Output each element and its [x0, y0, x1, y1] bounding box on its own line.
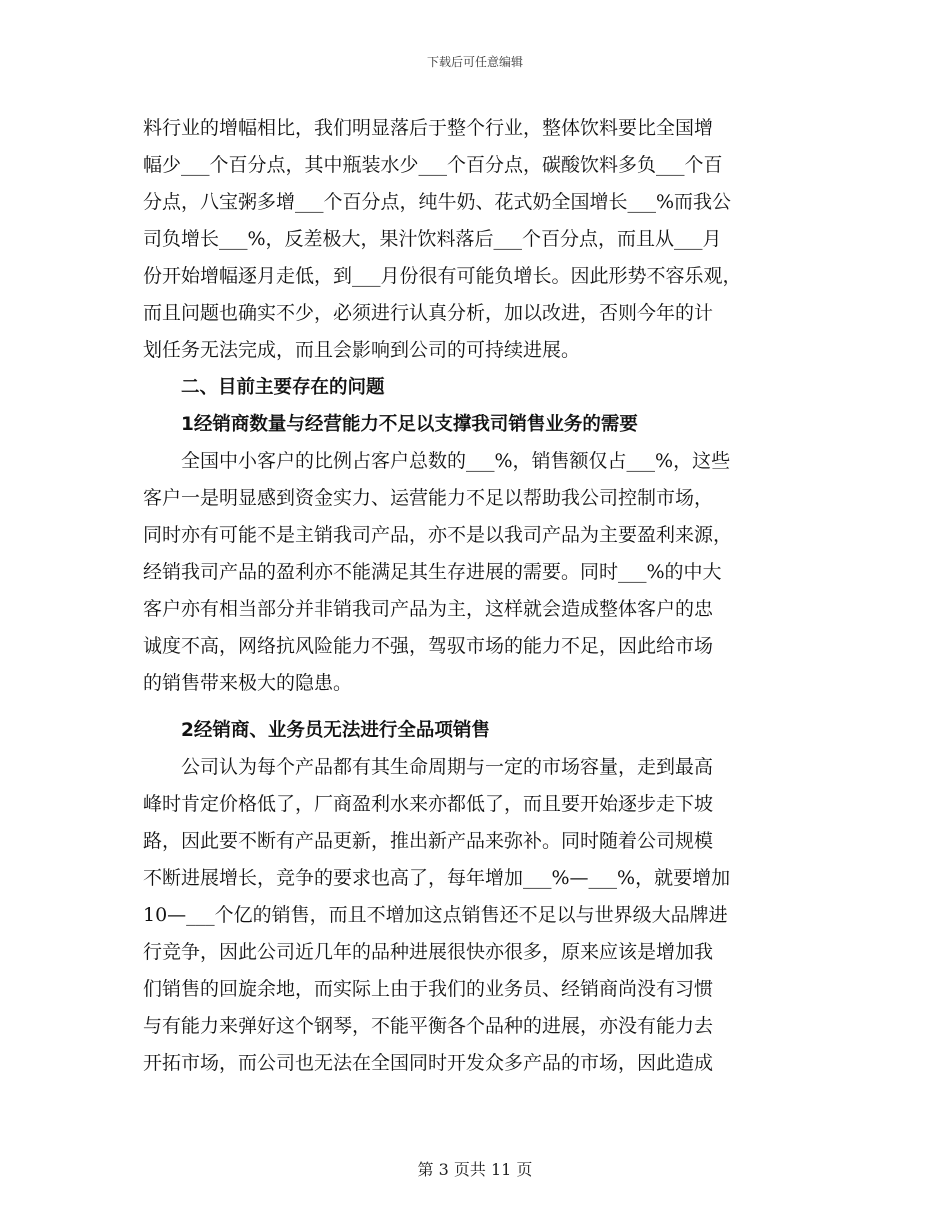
text-line: 司负增长___%，反差极大，果汁饮料落后___个百分点，而且从___月 — [143, 228, 722, 250]
text-line: 经销我司产品的盈利亦不能满足其生存进展的需要。同时___%的中大 — [143, 561, 722, 583]
paragraph-2 — [143, 443, 813, 702]
paragraph-3 — [143, 749, 813, 1082]
paragraph-1 — [143, 110, 813, 369]
document-body — [143, 110, 813, 1082]
text-line: 路，因此要不断有产品更新，推出新产品来弥补。同时随着公司规模 — [143, 830, 714, 852]
text-line: 划任务无法完成，而且会影响到公司的可持续进展。 — [143, 339, 581, 361]
text-line: 10—___个亿的销售，而且不增加这点销售还不足以与世界级大品牌进 — [143, 904, 728, 926]
text-line: 开拓市场，而公司也无法在全国同时开发众多产品的市场，因此造成 — [143, 1052, 714, 1074]
text-line: 同时亦有可能不是主销我司产品，亦不是以我司产品为主要盈利来源， — [143, 524, 733, 546]
text-line: 行竞争，因此公司近几年的品种进展很快亦很多，原来应该是增加我 — [143, 941, 714, 963]
page-header: 下载后可任意编辑 — [426, 55, 523, 69]
text-line: 客户一是明显感到资金实力、运营能力不足以帮助我公司控制市场， — [143, 487, 714, 509]
text-line: 分点，八宝粥多增___个百分点，纯牛奶、花式奶全国增长___%而我公 — [143, 191, 732, 213]
text-line: 份开始增幅逐月走低，到___月份很有可能负增长。因此形势不容乐观， — [143, 265, 742, 287]
text-line: 不断进展增长，竞争的要求也高了，每年增加___%—___%，就要增加 — [143, 867, 731, 889]
text-line: 们销售的回旋余地，而实际上由于我们的业务员、经销商尚没有习惯 — [143, 978, 714, 1000]
text-line: 公司认为每个产品都有其生命周期与一定的市场容量，走到最高 — [181, 756, 714, 778]
text-line: 诚度不高，网络抗风险能力不强，驾驭市场的能力不足，因此给市场 — [143, 635, 714, 657]
subheading-2: 2经销商、业务员无法进行全品项销售 — [181, 720, 490, 741]
text-line: 峰时肯定价格低了，厂商盈利水来亦都低了，而且要开始逐步走下坡 — [143, 793, 714, 815]
text-line: 幅少___个百分点，其中瓶装水少___个百分点，碳酸饮料多负___个百 — [143, 154, 723, 176]
page-footer: 第 3 页共 11 页 — [417, 1160, 533, 1179]
text-line: 与有能力来弹好这个钢琴，不能平衡各个品种的进展，亦没有能力去 — [143, 1015, 714, 1037]
text-line: 全国中小客户的比例占客户总数的___%，销售额仅占___%，这些 — [181, 450, 731, 472]
section-heading: 二、目前主要存在的问题 — [181, 377, 385, 398]
text-line: 料行业的增幅相比，我们明显落后于整个行业，整体饮料要比全国增 — [143, 117, 714, 139]
spacer — [143, 702, 813, 712]
text-line: 客户亦有相当部分并非销我司产品为主，这样就会造成整体客户的忠 — [143, 598, 714, 620]
text-line: 而且问题也确实不少，必须进行认真分析，加以改进，否则今年的计 — [143, 302, 714, 324]
subheading-1: 1经销商数量与经营能力不足以支撑我司销售业务的需要 — [181, 414, 638, 435]
text-line: 的销售带来极大的隐患。 — [143, 672, 353, 694]
